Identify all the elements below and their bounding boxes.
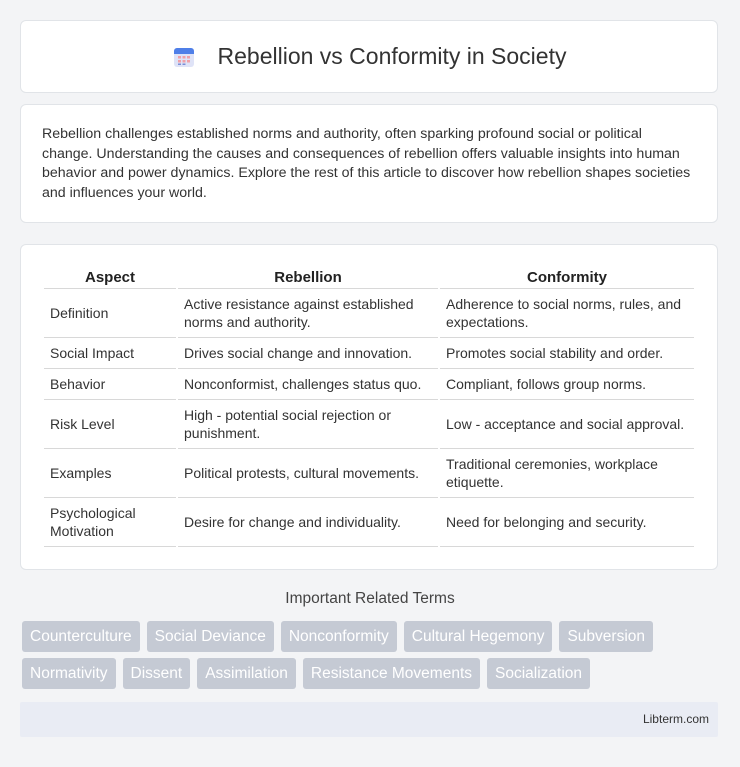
column-header-rebellion: Rebellion bbox=[178, 263, 438, 289]
related-term-tag[interactable]: Nonconformity bbox=[281, 621, 397, 652]
column-header-conformity: Conformity bbox=[440, 263, 694, 289]
related-term-tag[interactable]: Socialization bbox=[487, 658, 590, 689]
table-cell: Risk Level bbox=[44, 400, 176, 449]
table-cell: Active resistance against established norms and authority. bbox=[178, 289, 438, 338]
comparison-table bbox=[42, 263, 696, 547]
table-row bbox=[44, 369, 694, 400]
table-row bbox=[44, 400, 694, 449]
related-terms-title: Important Related Terms bbox=[285, 590, 455, 607]
table-cell: Traditional ceremonies, workplace etiquette. bbox=[440, 449, 694, 498]
related-term-tag[interactable]: Assimilation bbox=[197, 658, 296, 689]
page-title: Rebellion vs Conformity in Society bbox=[217, 43, 567, 69]
table-cell: Examples bbox=[44, 449, 176, 498]
related-term-tag[interactable]: Resistance Movements bbox=[303, 658, 480, 689]
table-row bbox=[44, 289, 694, 338]
related-term-tag[interactable]: Dissent bbox=[123, 658, 191, 689]
footer-site-link[interactable]: Libterm.com bbox=[642, 712, 709, 726]
table-cell: Psychological Motivation bbox=[44, 498, 176, 547]
related-term-tag[interactable]: Counterculture bbox=[22, 621, 140, 652]
table-cell: Adherence to social norms, rules, and expectations. bbox=[440, 289, 694, 338]
related-terms-list bbox=[22, 621, 722, 695]
table-header-row bbox=[44, 263, 694, 289]
intro-text: Rebellion challenges established norms and authority, often sparking profound social or political change. Understanding the causes and consequences of rebellion offers valuable insights into human behavior and power dynamics. Explore the rest of this article to discover how rebellion shapes societies and influences your world. bbox=[42, 126, 691, 201]
column-header-aspect: Aspect bbox=[44, 263, 176, 289]
table-cell: Desire for change and individuality. bbox=[178, 498, 438, 547]
table-cell: Definition bbox=[44, 289, 176, 338]
table-cell: Compliant, follows group norms. bbox=[440, 369, 694, 400]
table-cell: Nonconformist, challenges status quo. bbox=[178, 369, 438, 400]
related-term-tag[interactable]: Subversion bbox=[559, 621, 653, 652]
calendar-icon bbox=[172, 45, 196, 69]
header-card bbox=[20, 20, 718, 93]
table-row bbox=[44, 449, 694, 498]
table-cell: Social Impact bbox=[44, 338, 176, 369]
related-term-tag[interactable]: Normativity bbox=[22, 658, 116, 689]
comparison-table-card bbox=[20, 244, 718, 570]
related-term-tag[interactable]: Social Deviance bbox=[147, 621, 274, 652]
table-cell: Drives social change and innovation. bbox=[178, 338, 438, 369]
intro-card bbox=[20, 104, 718, 223]
table-cell: High - potential social rejection or punishment. bbox=[178, 400, 438, 449]
footer bbox=[20, 702, 718, 737]
table-cell: Low - acceptance and social approval. bbox=[440, 400, 694, 449]
table-cell: Promotes social stability and order. bbox=[440, 338, 694, 369]
table-row bbox=[44, 498, 694, 547]
table-cell: Need for belonging and security. bbox=[440, 498, 694, 547]
table-cell: Political protests, cultural movements. bbox=[178, 449, 438, 498]
table-cell: Behavior bbox=[44, 369, 176, 400]
related-term-tag[interactable]: Cultural Hegemony bbox=[404, 621, 553, 652]
table-row bbox=[44, 338, 694, 369]
